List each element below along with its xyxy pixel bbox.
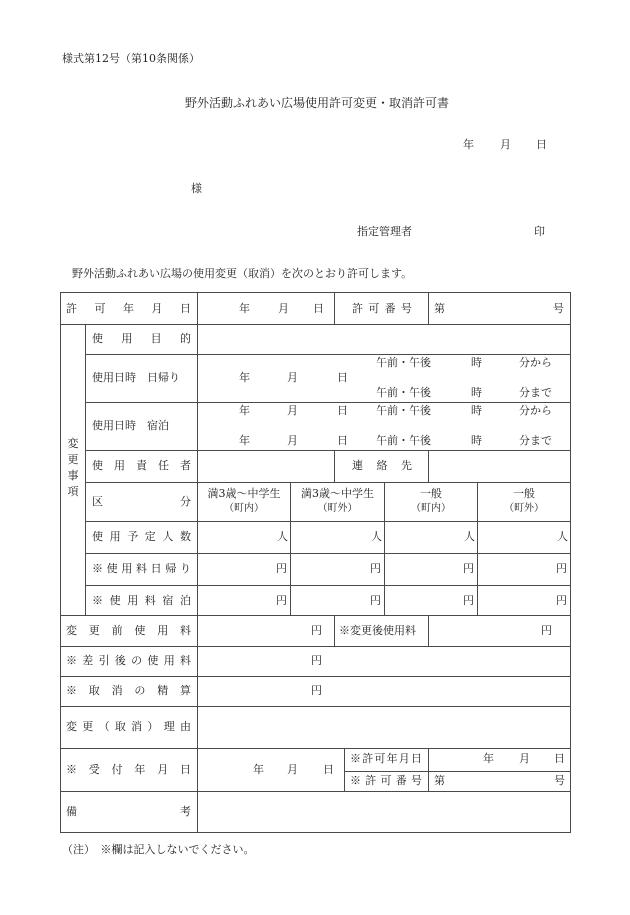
date-day-unit: 日 [536,138,547,151]
category-3-line1: 一般 [420,487,442,500]
stay-from-min: 分から [519,404,552,417]
category-4-line1: 一般 [513,487,535,500]
permit-date-year: 年 [239,302,250,315]
fee-after-label: ※変更後使用料 [339,624,416,637]
stay-until-year: 年 [239,434,250,447]
purpose-label: 使用目的 [92,332,191,345]
day-trip-until-hour: 時 [471,386,482,399]
category-1-line1: 満3歳～中学生 [207,487,281,500]
fee-stay-unit-1: 円 [276,594,287,607]
headcount-label: 使用予定人数 [92,530,191,543]
cancel-settlement-unit: 円 [311,684,322,697]
receipt-month: 月 [287,763,298,776]
intro-text: 野外活動ふれあい広場の使用変更（取消）を次のとおり許可します。 [72,267,413,280]
fee-stay-label: ※使用料宿泊 [92,594,191,607]
category-2-line1: 満3歳～中学生 [301,487,374,500]
permit-date2-label: ※許可年月日 [350,752,422,765]
day-trip-year: 年 [239,371,250,384]
day-trip-from-min: 分から [519,356,552,369]
stay-until-hour: 時 [471,434,482,447]
permit-number2-prefix: 第 [434,774,445,787]
fee-before-unit: 円 [311,624,322,637]
category-3-line2: （町内） [411,503,451,514]
category-1-line2: （町内） [224,503,264,514]
day-trip-from-ampm: 午前・午後 [376,356,431,369]
seal-mark: 印 [534,225,545,238]
headcount-unit-2: 人 [371,530,382,543]
fee-day-unit-1: 円 [276,562,287,575]
addressee-suffix: 様 [191,182,202,195]
stay-from-year: 年 [239,404,250,417]
permit-number-prefix: 第 [434,302,445,315]
stay-from-month: 月 [287,404,298,417]
receipt-day: 日 [323,763,334,776]
fee-stay-unit-3: 円 [463,594,474,607]
reason-label: 変更（取消）理由 [66,720,191,733]
day-trip-month: 月 [287,371,298,384]
fee-day-unit-3: 円 [463,562,474,575]
date-month-unit: 月 [500,138,511,151]
permit-date-day: 日 [313,302,324,315]
headcount-unit-4: 人 [557,530,568,543]
fee-net-unit: 円 [311,654,322,667]
category-2-line2: （町外） [317,503,358,514]
stay-until-month: 月 [287,434,298,447]
category-4-line2: （町外） [504,503,544,514]
change-items-label: 変更事項 [67,437,79,498]
fee-day-unit-2: 円 [370,562,381,575]
datetime-day-label: 使用日時 日帰り [92,371,180,384]
fee-day-unit-4: 円 [556,562,567,575]
document-title: 野外活動ふれあい広場使用許可変更・取消許可書 [185,96,450,110]
permit-date2-month: 月 [519,752,530,765]
stay-from-day: 日 [337,404,348,417]
headcount-unit-1: 人 [277,530,288,543]
fee-before-label: 変更前使用料 [66,624,191,637]
receipt-year: 年 [253,763,264,776]
fee-day-label: ※使用料日帰り [92,562,191,575]
fee-after-unit: 円 [541,624,552,637]
stay-until-day: 日 [337,434,348,447]
permit-number-label: 許可番号 [352,302,412,315]
fee-stay-unit-4: 円 [556,594,567,607]
day-trip-from-hour: 時 [471,356,482,369]
cancel-settlement-label: ※取消の精算 [66,684,191,697]
permit-date-label: 許可年月日 [66,302,191,315]
footnote: （注） ※欄は記入しないでください。 [62,843,255,856]
permit-number2-label: ※許可番号 [350,774,422,787]
receipt-date-label: ※受付年月日 [66,763,191,776]
issuer-label: 指定管理者 [357,225,412,238]
category-label: 区分 [92,495,191,508]
form-number: 様式第12号（第10条関係） [62,52,200,65]
permit-number2-suffix: 号 [554,774,565,787]
contact-label: 連絡先 [352,459,412,472]
fee-net-label: ※差引後の使用料 [66,654,191,667]
permit-number-suffix: 号 [553,302,564,315]
permit-date-month: 月 [278,302,289,315]
datetime-stay-label: 使用日時 宿泊 [92,419,169,432]
day-trip-until-ampm: 午前・午後 [376,386,431,399]
stay-from-hour: 時 [471,404,482,417]
permit-date2-day: 日 [554,752,565,765]
stay-until-min: 分まで [519,434,552,447]
day-trip-until-min: 分まで [519,386,552,399]
day-trip-day: 日 [337,371,348,384]
stay-until-ampm: 午前・午後 [376,434,431,447]
responsible-label: 使用責任者 [92,459,191,472]
stay-from-ampm: 午前・午後 [376,404,431,417]
headcount-unit-3: 人 [464,530,475,543]
remarks-label: 備考 [66,805,191,818]
permit-date2-year: 年 [483,752,494,765]
fee-stay-unit-2: 円 [370,594,381,607]
date-year-unit: 年 [463,138,474,151]
